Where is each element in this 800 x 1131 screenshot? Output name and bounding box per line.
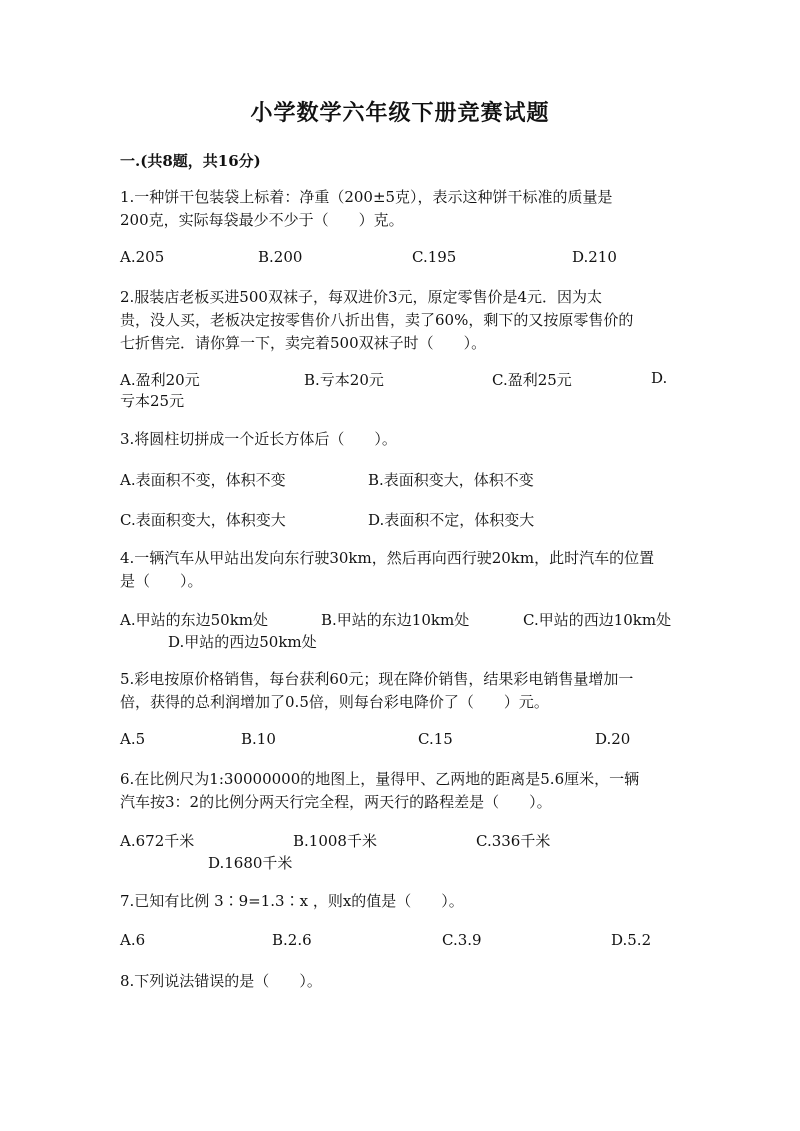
option-d[interactable]: D.1680千米 [208,854,293,872]
option-b[interactable]: B.200 [258,248,303,266]
question-line: 倍，获得的总利润增加了0.5倍，则每台彩电降价了（ ）元。 [120,693,549,711]
option-a[interactable]: A.6 [120,931,146,949]
question-2-options-wrap [120,390,680,414]
option-d[interactable]: D.20 [595,730,631,748]
option-c[interactable]: C.甲站的西边10km处 [523,611,672,629]
question-8 [120,970,680,993]
option-b[interactable]: B.2.6 [272,931,312,949]
question-6 [120,768,680,814]
question-line: 贵，没人买，老板决定按零售价八折出售，卖了60%，剩下的又按原零售价的 [120,311,634,329]
question-3-options-row2 [120,509,680,533]
option-a[interactable]: A.甲站的东边50km处 [120,611,269,629]
question-2 [120,286,680,355]
option-d[interactable]: D.甲站的西边50km处 [168,633,317,651]
option-d[interactable]: D.5.2 [611,931,652,949]
option-a[interactable]: A.205 [120,248,165,266]
option-a[interactable]: A.表面积不变，体积不变 [120,471,286,489]
question-6-options [120,830,680,854]
option-a[interactable]: A.5 [120,730,146,748]
option-d-text[interactable]: 亏本25元 [120,392,185,410]
question-7 [120,890,680,913]
question-line: 七折售完．请你算一下，卖完着500双袜子时（ ）。 [120,334,487,352]
option-b[interactable]: B.1008千米 [293,832,377,850]
question-line: 1.一种饼干包装袋上标着：净重（200±5克），表示这种饼干标准的质量是 [120,188,613,206]
question-line: 6.在比例尺为1:30000000的地图上，量得甲、乙两地的距离是5.6厘米，一辆 [120,770,640,788]
option-c[interactable]: C.195 [412,248,457,266]
section-heading: 一.(共8题，共16分) [120,152,261,170]
question-line: 3.将圆柱切拼成一个近长方体后（ ）。 [120,430,397,448]
page-title: 小学数学六年级下册竞赛试题 [250,100,550,126]
question-6-options-row2 [120,852,680,876]
option-b[interactable]: B.10 [241,730,276,748]
question-line: 汽车按3：2的比例分两天行完全程，两天行的路程差是（ ）。 [120,793,552,811]
question-4 [120,547,680,593]
question-line: 是（ ）。 [120,572,203,590]
option-a[interactable]: A.盈利20元 [120,371,200,389]
option-d[interactable]: D. [651,369,668,387]
question-line: 5.彩电按原价格销售，每台获利60元；现在降价销售，结果彩电销售量增加一 [120,670,634,688]
question-1-options [120,248,680,272]
option-d[interactable]: D.表面积不定，体积变大 [368,511,535,529]
option-c[interactable]: C.3.9 [442,931,482,949]
question-4-options [120,609,680,633]
option-d[interactable]: D.210 [572,248,617,266]
option-b[interactable]: B.亏本20元 [304,371,384,389]
question-4-options-row2 [120,631,680,655]
option-c[interactable]: C.盈利25元 [492,371,572,389]
option-b[interactable]: B.表面积变大，体积不变 [368,471,534,489]
question-3 [120,428,680,451]
question-5 [120,668,680,714]
question-1 [120,186,680,232]
question-3-options [120,469,680,493]
option-a[interactable]: A.672千米 [120,832,195,850]
question-5-options [120,730,680,754]
question-line: 4.一辆汽车从甲站出发向东行驶30km，然后再向西行驶20km，此时汽车的位置 [120,549,655,567]
question-line: 8.下列说法错误的是（ ）。 [120,972,322,990]
question-line: 7.已知有比例 3∶9=1.3∶x ，则x的值是（ ）。 [120,892,464,910]
question-line: 2.服装店老板买进500双袜子，每双进价3元，原定零售价是4元．因为太 [120,288,603,306]
question-7-options [120,931,680,955]
option-c[interactable]: C.15 [418,730,453,748]
option-c[interactable]: C.表面积变大，体积变大 [120,511,286,529]
question-line: 200克，实际每袋最少不少于（ ）克。 [120,211,404,229]
option-b[interactable]: B.甲站的东边10km处 [321,611,470,629]
option-c[interactable]: C.336千米 [476,832,551,850]
